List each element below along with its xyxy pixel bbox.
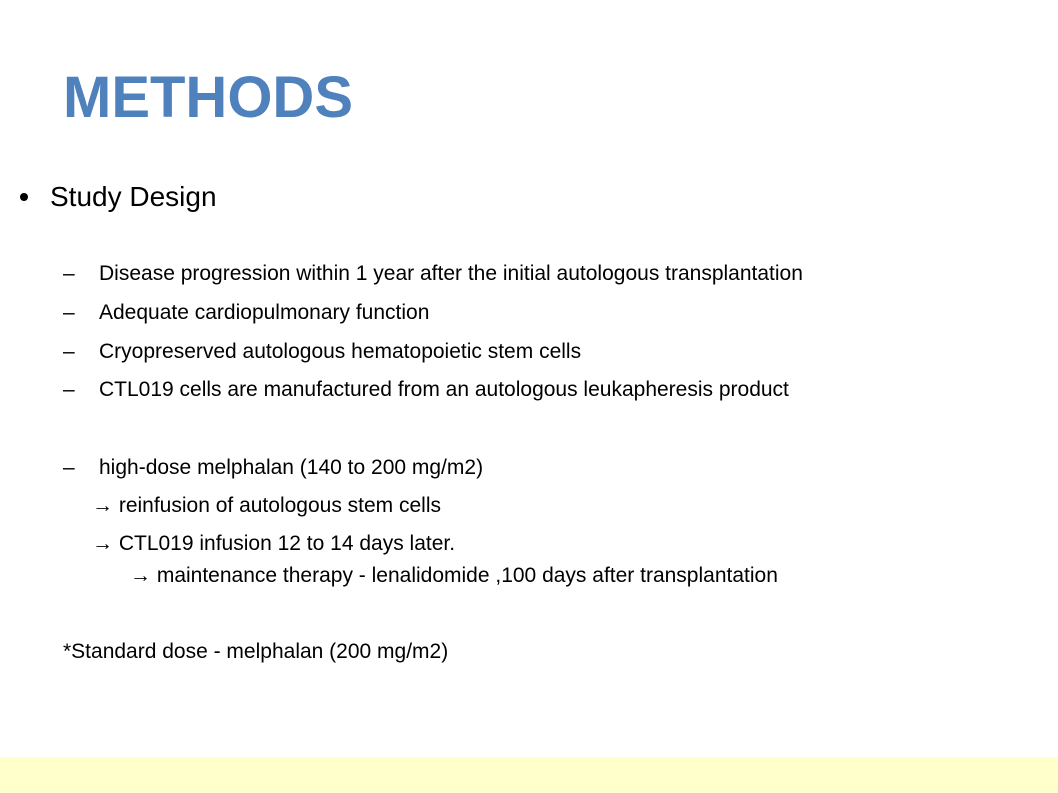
criteria-text: Cryopreserved autologous hematopoietic stem cells [99, 340, 582, 363]
criteria-item [63, 337, 581, 367]
criteria-text: CTL019 cells are manufactured from an autologous leukapheresis product [99, 378, 789, 401]
criteria-text: Adequate cardiopulmonary function [99, 301, 430, 324]
step-ctl019-infusion: → CTL019 infusion 12 to 14 days later. [92, 532, 456, 555]
dash-marker: – [63, 456, 75, 479]
footer-band [0, 757, 1058, 793]
study-design-heading [20, 180, 217, 214]
standard-dose-footnote: *Standard dose - melphalan (200 mg/m2) [63, 640, 449, 663]
criteria-text: Disease progression within 1 year after the initial autologous transplantation [99, 262, 803, 285]
regimen-item [63, 453, 483, 483]
slide-title: METHODS [63, 65, 353, 130]
step-reinfusion: → reinfusion of autologous stem cells [92, 494, 442, 517]
heading-text: Study Design [50, 181, 217, 212]
dash-marker: – [63, 340, 75, 363]
criteria-item [63, 259, 803, 289]
bullet-dot-icon [20, 193, 28, 201]
regimen-text: high-dose melphalan (140 to 200 mg/m2) [99, 456, 484, 479]
dash-marker: – [63, 378, 75, 401]
criteria-item [63, 298, 429, 328]
criteria-item [63, 375, 789, 405]
step-maintenance: → maintenance therapy - lenalidomide ,100 days after transplantation [130, 564, 778, 587]
dash-marker: – [63, 301, 75, 324]
dash-marker: – [63, 262, 75, 285]
